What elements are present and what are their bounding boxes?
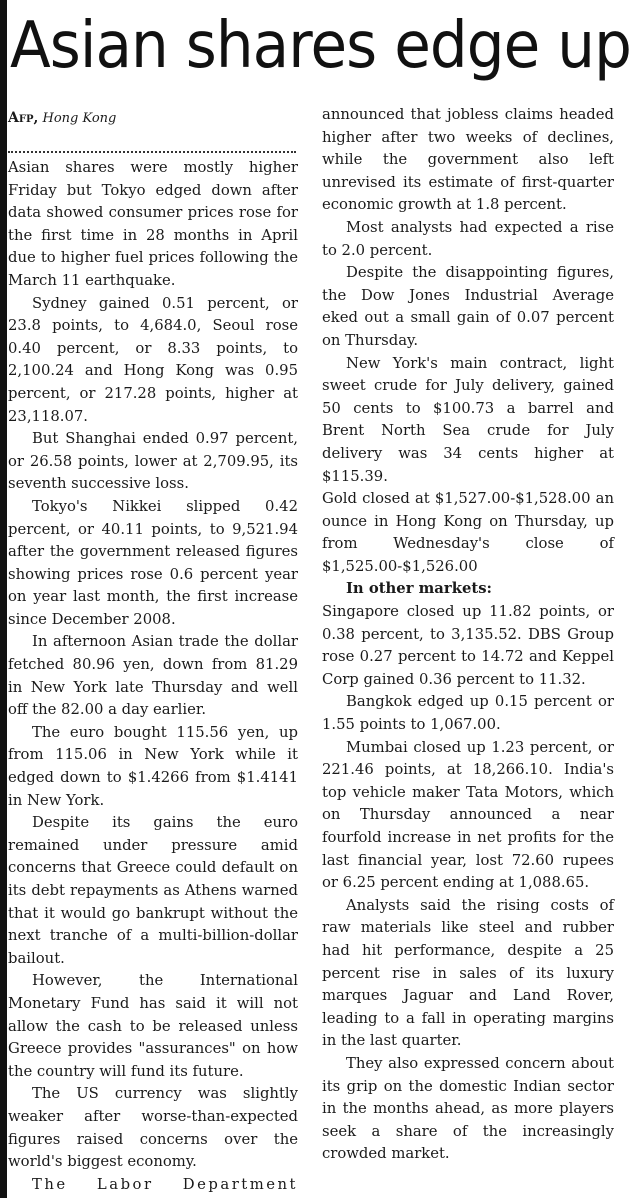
paragraph-continued: announced that jobless claims headed higher after two weeks of declines, while the government also left unrevised its estimate of first-quarter economic growth at 1.8 percent. [322,106,614,214]
byline-place: Hong Kong [42,111,117,126]
dotted-divider [8,151,296,153]
paragraph-continues: The Labor Department [32,1175,298,1193]
paragraph: Sydney gained 0.51 percent, or 23.8 points, to 4,684.0, Seoul rose 0.40 percent, or 8.33 points, to 2,100.24 and Hong Kong was 0.95 percent, or 217.28 points, higher at 23,118.07. [8,294,298,425]
left-column [8,104,298,1196]
paragraph: Tokyo's Nikkei slipped 0.42 percent, or 40.11 points, to 9,521.94 after the government released figures showing prices rose 0.6 percent year on year last month, the first increase since December 2008. [8,497,298,628]
paragraph: Asian shares were mostly higher Friday but Tokyo edged down after data showed consumer prices rose for the first time in 28 months in April due to higher fuel prices following the March 11 earthquake. [8,159,298,289]
paragraph: Singapore closed up 11.82 points, or 0.38 percent, to 3,135.52. DBS Group rose 0.27 percent to 14.72 and Keppel Corp gained 0.36 percent to 11.32. [322,603,614,688]
left-edge-bar [0,0,7,1198]
paragraph: The euro bought 115.56 yen, up from 115.06 in New York while it edged down to $1.4266 from $1.4141 in New York. [8,723,298,809]
paragraph: Mumbai closed up 1.23 percent, or 221.46 points, at 18,266.10. India's top vehicle maker Tata Motors, which on Thursday announced a near fourfold increase in net profits for the last financial year, lost 72.60 rupees or 6.25 percent ending at 1,088.65. [322,738,614,892]
paragraph: In afternoon Asian trade the dollar fetched 80.96 yen, down from 81.29 in New York late Thursday and well off the 82.00 a day earlier. [8,633,298,719]
paragraph: Most analysts had expected a rise to 2.0 percent. [322,218,614,259]
paragraph: The US currency was slightly weaker after worse-than-expected figures raised concerns over the world's biggest economy. [8,1085,298,1171]
paragraph: Despite its gains the euro remained under pressure amid concerns that Greece could default on its debt repayments as Athens warned that it would go bankrupt without the next tranche of a multi-billion-dollar bailout. [8,814,298,967]
paragraph: Bangkok edged up 0.15 percent or 1.55 points to 1,067.00. [322,693,614,734]
subhead-other-markets: In other markets: [346,580,492,598]
paragraph: New York's main contract, light sweet crude for July delivery, gained 50 cents to $100.73 a barrel and Brent North Sea crude for July delivery was 34 cents higher at $115.39. [322,354,614,485]
paragraph: They also expressed concern about its grip on the domestic Indian sector in the months ahead, as more players seek a share of the increasingly crowded market. [322,1054,614,1163]
paragraph: Gold closed at $1,527.00-$1,528.00 an ounce in Hong Kong on Thursday, up from Wednesday's close of $1,525.00-$1,526.00 [322,490,614,575]
paragraph: However, the International Monetary Fund has said it will not allow the cash to be released unless Greece provides "assurances" on how the country will fund its future. [8,972,298,1080]
byline [8,104,298,133]
headline: Asian shares edge up [10,9,631,83]
right-column [322,104,614,1166]
paragraph: Despite the disappointing figures, the Dow Jones Industrial Average eked out a small gain of 0.07 percent on Thursday. [322,264,614,349]
paragraph: Analysts said the rising costs of raw materials like steel and rubber had hit performance, despite a 25 percent rise in sales of its luxury marques Jaguar and Land Rover, leading to a fall in operating margins in the last quarter. [322,896,614,1050]
paragraph: But Shanghai ended 0.97 percent, or 26.58 points, lower at 2,709.95, its seventh successive loss. [8,430,298,493]
byline-agency: Afp, [8,110,39,126]
